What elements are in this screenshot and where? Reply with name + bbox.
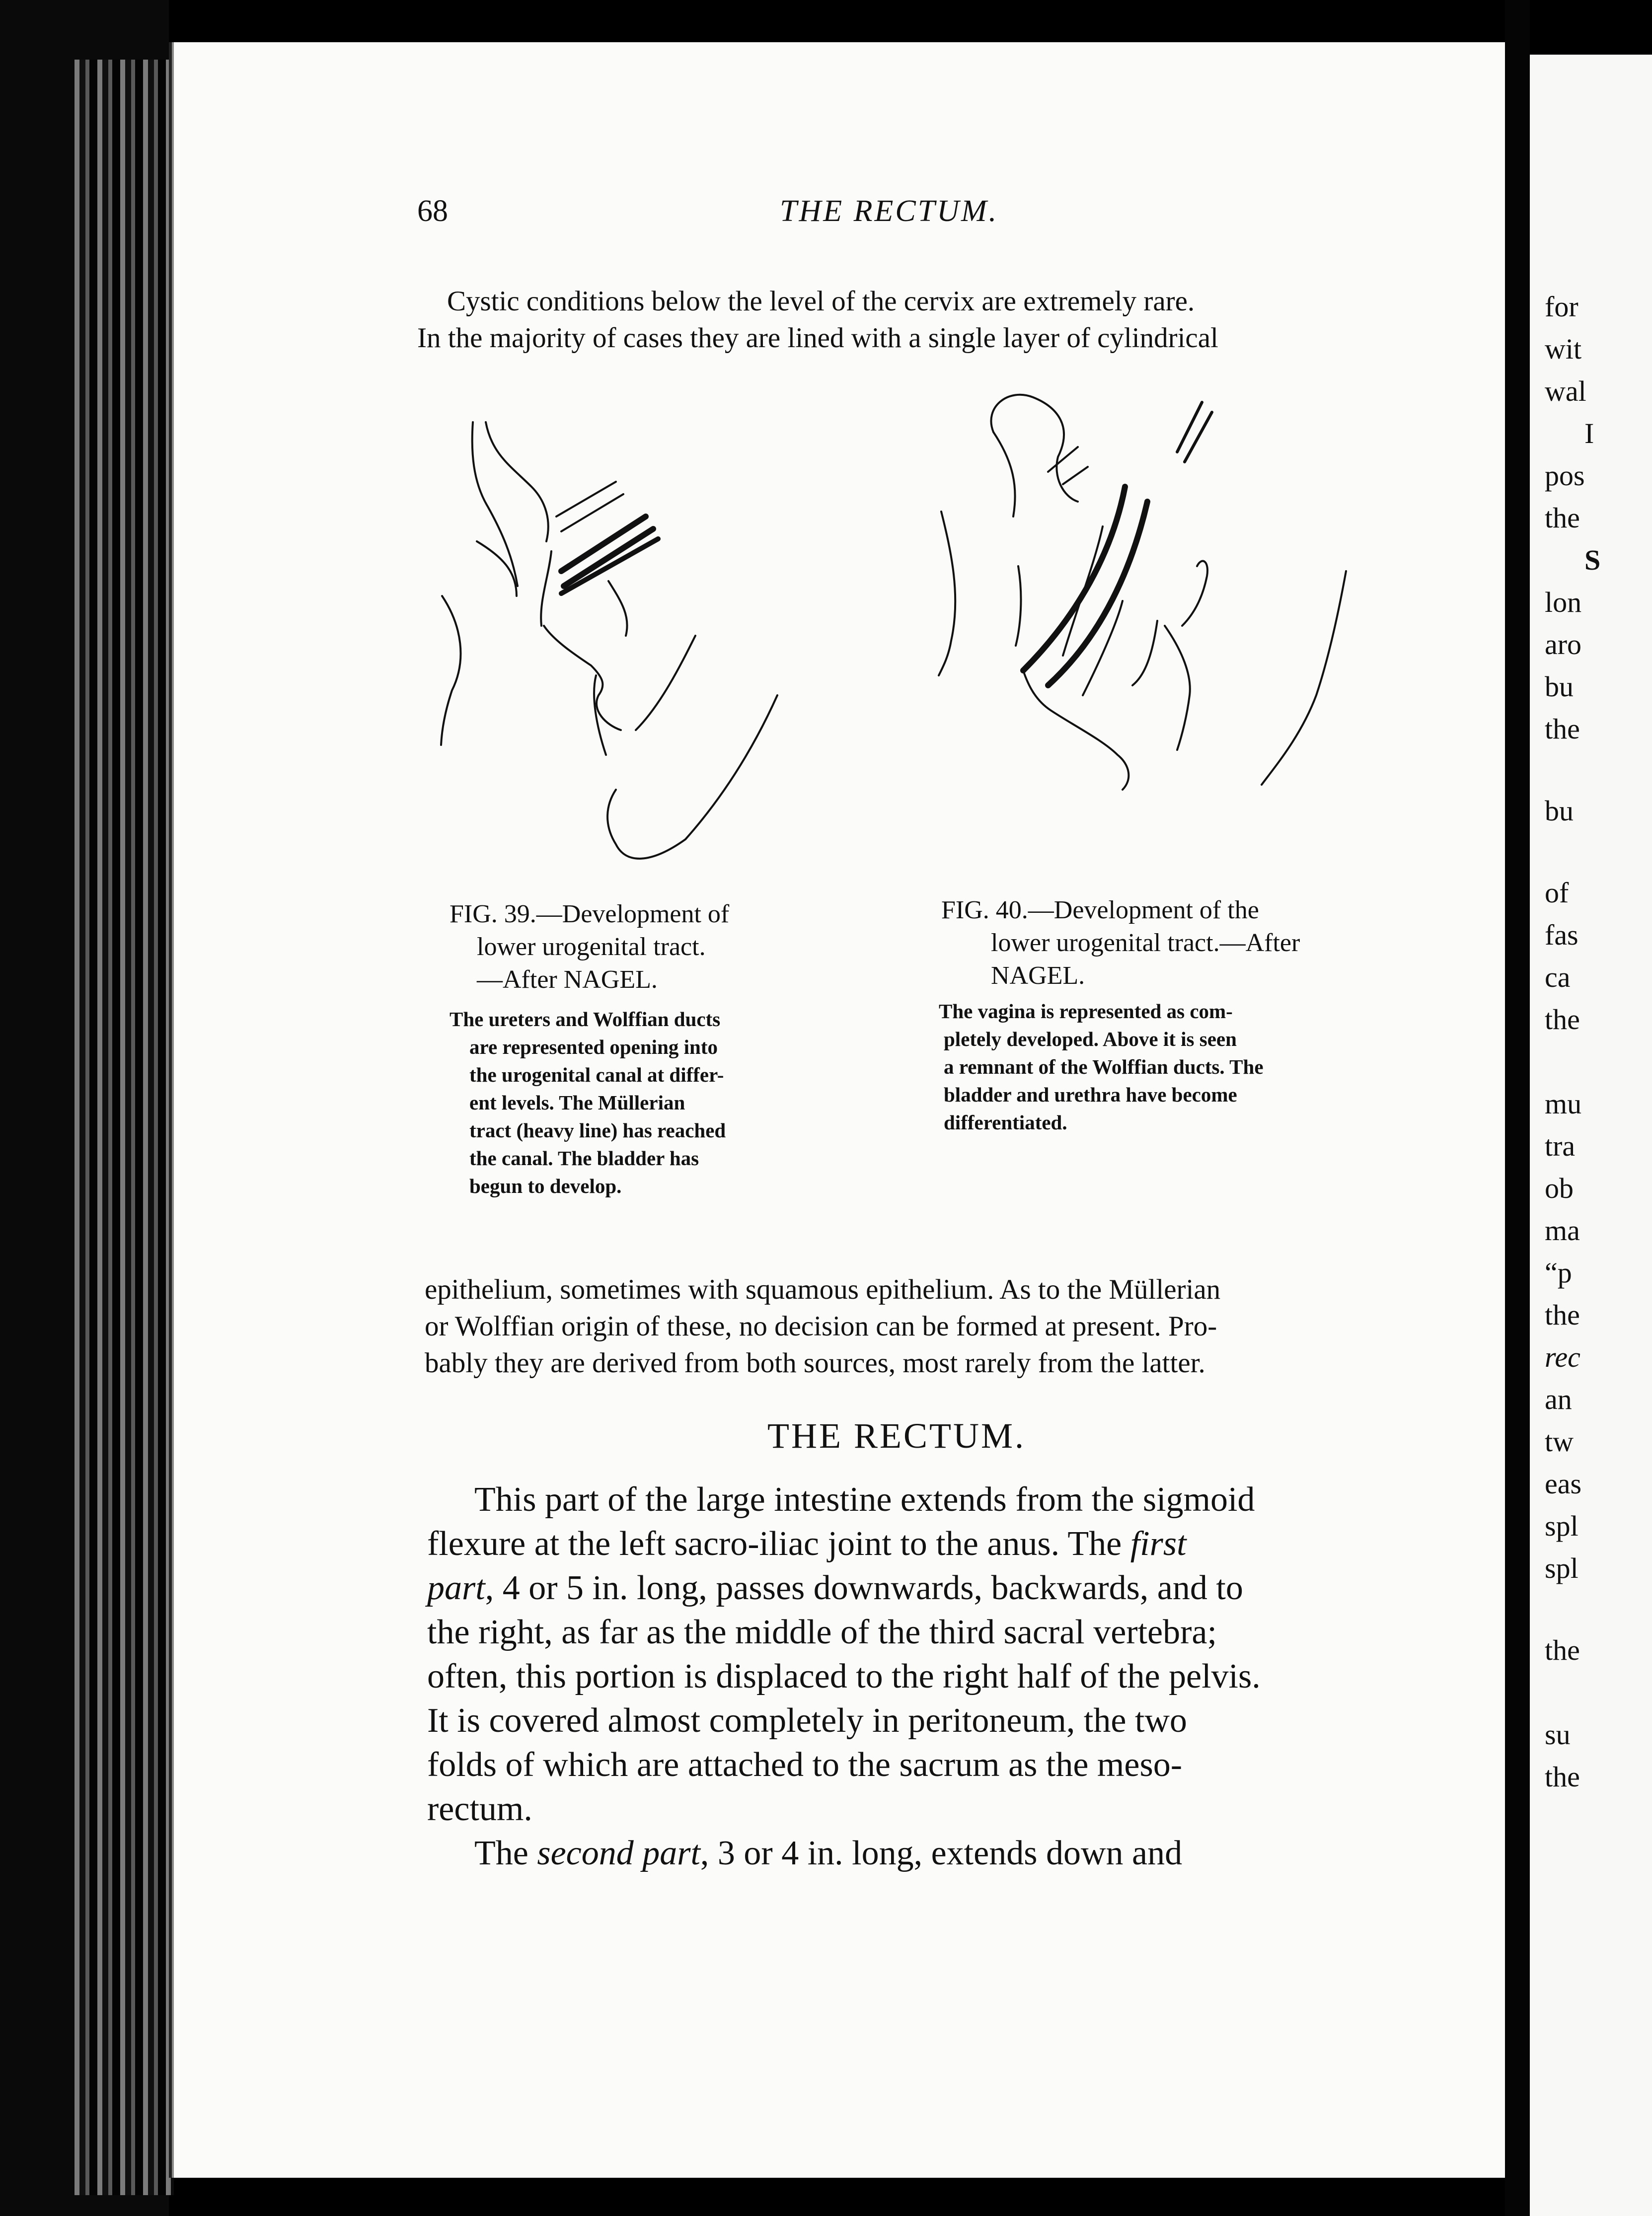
- running-head: THE RECTUM.: [780, 194, 999, 228]
- facing-fragment: ob: [1545, 1172, 1574, 1204]
- intro-line-1: Cystic conditions below the level of the cervix are extremely rare.: [447, 286, 1195, 317]
- rectum-line-6: It is covered almost completely in peritoneum, the two: [427, 1701, 1187, 1740]
- intro-line-2: In the majority of cases they are lined with a single layer of cylindrical: [417, 322, 1218, 354]
- facing-fragment: lon: [1545, 586, 1582, 618]
- rectum-line-8: rectum.: [427, 1790, 532, 1828]
- facing-fragment: the: [1545, 1299, 1580, 1331]
- facing-fragment: of: [1545, 877, 1569, 909]
- facing-fragment: the: [1545, 1003, 1580, 1035]
- binding-texture: [75, 60, 174, 2195]
- fig39-caption-line-2: lower urogenital tract.: [477, 933, 706, 961]
- fig40-caption-line-2: lower urogenital tract.—After: [991, 929, 1300, 957]
- facing-fragment: tra: [1545, 1130, 1576, 1162]
- facing-fragment: bu: [1545, 795, 1574, 827]
- facing-fragment: rec: [1545, 1341, 1580, 1373]
- fig39-note-line-4: ent levels. The Müllerian: [469, 1091, 685, 1114]
- facing-fragment: ma: [1545, 1214, 1580, 1247]
- facing-fragment: the: [1545, 502, 1580, 534]
- fig40-caption-line-3: NAGEL.: [991, 961, 1085, 990]
- facing-fragment: tw: [1545, 1425, 1574, 1458]
- fig39-note-line-1: The ureters and Wolffian ducts: [450, 1008, 721, 1031]
- continued-line-3: bably they are derived from both sources, most rarely from the latter.: [425, 1347, 1205, 1379]
- fig39-caption-line-3: —After NAGEL.: [477, 965, 658, 994]
- fig39-note-line-3: the urogenital canal at differ-: [469, 1063, 724, 1086]
- facing-fragment: wit: [1545, 333, 1582, 365]
- facing-fragment: ca: [1545, 961, 1571, 993]
- facing-fragment: for: [1545, 291, 1578, 323]
- facing-fragment: the: [1545, 1761, 1580, 1793]
- fig40-note-line-4: bladder and urethra have become: [944, 1083, 1237, 1106]
- facing-fragment: the: [1545, 1634, 1580, 1666]
- facing-fragment: su: [1545, 1718, 1571, 1751]
- rectum-line-7: folds of which are attached to the sacrum as the meso-: [427, 1746, 1183, 1784]
- fig39-note-line-6: the canal. The bladder has: [469, 1147, 699, 1170]
- facing-fragment: the: [1545, 713, 1580, 745]
- rectum-line-4: the right, as far as the middle of the third sacral vertebra;: [427, 1613, 1217, 1651]
- fig39-note-line-7: begun to develop.: [469, 1175, 622, 1197]
- continued-line-1: epithelium, sometimes with squamous epithelium. As to the Müllerian: [425, 1274, 1221, 1305]
- page-number: 68: [417, 194, 448, 228]
- figure-40-drawing: [914, 387, 1401, 859]
- rectum-line-2: flexure at the left sacro-iliac joint to the anus. The first: [427, 1525, 1187, 1563]
- facing-fragment: I: [1584, 417, 1594, 449]
- fig40-note-line-5: differentiated.: [944, 1111, 1067, 1134]
- figure-39-drawing: [427, 407, 834, 869]
- fig40-note-line-1: The vagina is represented as com-: [939, 1000, 1233, 1023]
- facing-fragment: fas: [1545, 919, 1578, 951]
- facing-fragment: S: [1584, 544, 1601, 576]
- rectum-line-3: part, 4 or 5 in. long, passes downwards, backwards, and to: [427, 1569, 1243, 1607]
- fig39-note-line-5: tract (heavy line) has reached: [469, 1119, 726, 1142]
- rectum-line-9: The second part, 3 or 4 in. long, extends down and: [474, 1834, 1183, 1872]
- continued-line-2: or Wolffian origin of these, no decision can be formed at present. Pro-: [425, 1311, 1217, 1342]
- fig40-note-line-3: a remnant of the Wolffian ducts. The: [944, 1055, 1264, 1078]
- facing-fragment: eas: [1545, 1468, 1582, 1500]
- fig40-note-line-2: pletely developed. Above it is seen: [944, 1028, 1237, 1050]
- fig40-caption-line-1: FIG. 40.—Development of the: [941, 896, 1259, 924]
- section-heading: THE RECTUM.: [767, 1416, 1026, 1456]
- facing-fragment: spl: [1545, 1552, 1578, 1584]
- rectum-line-5: often, this portion is displaced to the right half of the pelvis.: [427, 1657, 1261, 1696]
- facing-fragment: “p: [1545, 1256, 1572, 1289]
- facing-fragment: mu: [1545, 1088, 1582, 1120]
- fig39-caption-line-1: FIG. 39.—Development of: [450, 900, 730, 928]
- gutter-shadow: [1505, 0, 1530, 2216]
- facing-fragment: pos: [1545, 459, 1585, 492]
- facing-fragment: aro: [1545, 628, 1582, 661]
- facing-fragment: bu: [1545, 670, 1574, 703]
- rectum-line-1: This part of the large intestine extends from the sigmoid: [474, 1480, 1255, 1519]
- facing-fragment: spl: [1545, 1510, 1578, 1542]
- facing-fragment: wal: [1545, 375, 1586, 407]
- facing-fragment: an: [1545, 1383, 1572, 1415]
- fig39-note-line-2: are represented opening into: [469, 1035, 718, 1058]
